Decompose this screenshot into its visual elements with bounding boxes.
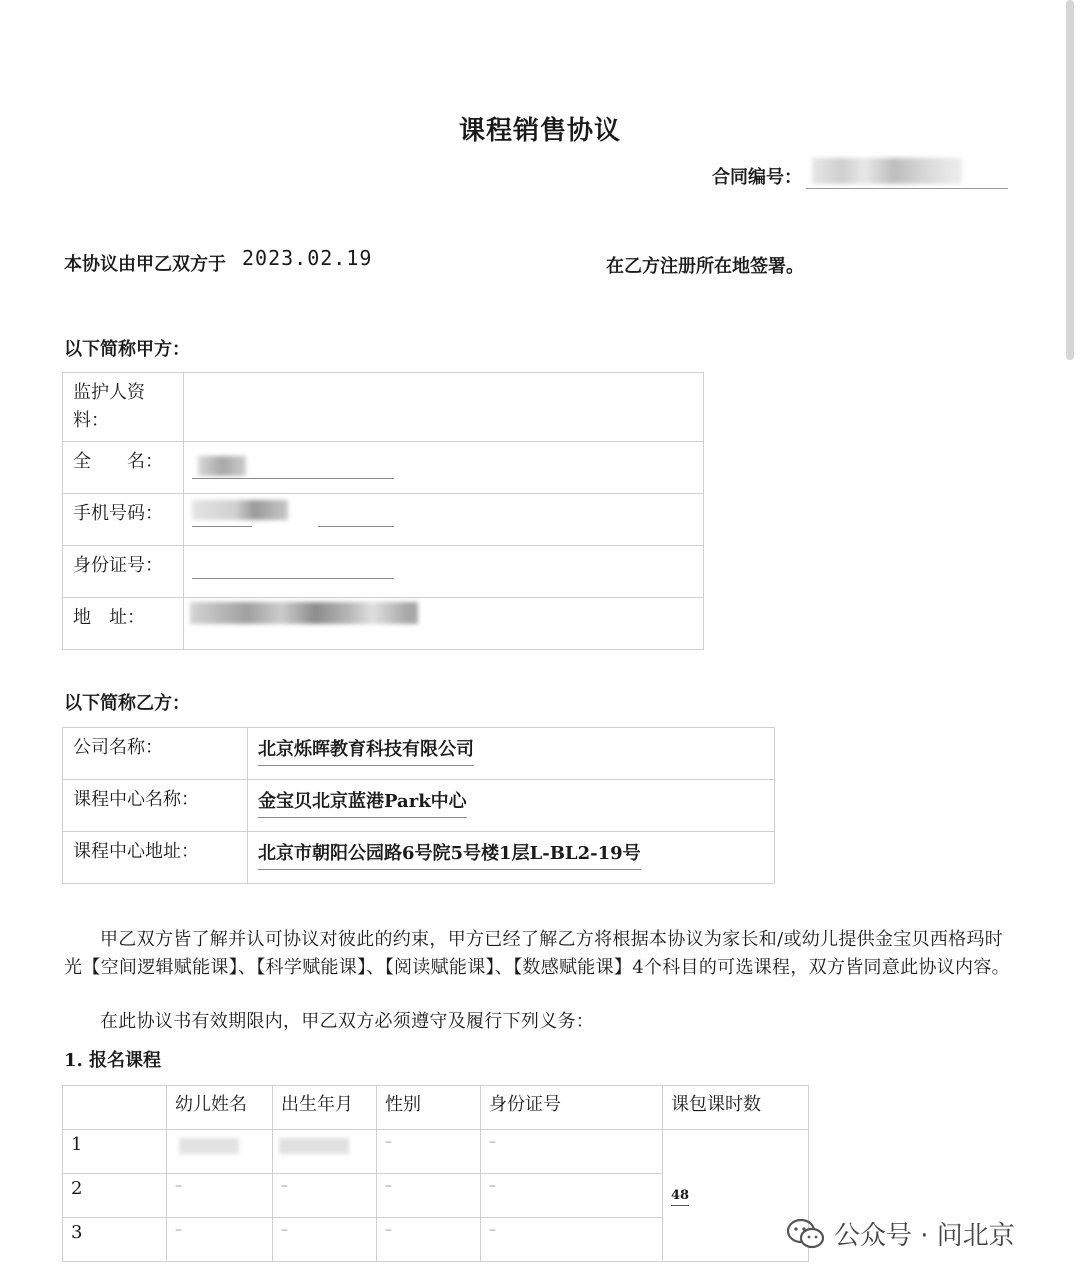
child-name-cell: –	[167, 1218, 273, 1262]
watermark	[786, 1215, 1015, 1252]
guardian-label: 监护人资料：	[73, 382, 145, 431]
id-cell: –	[481, 1218, 663, 1262]
course-table	[62, 1085, 809, 1262]
party-b-heading: 以下简称乙方：	[64, 693, 190, 714]
table-row	[63, 1130, 809, 1174]
header-index	[63, 1086, 167, 1130]
birth-date-cell	[273, 1130, 377, 1174]
birth-date-cell: –	[273, 1218, 377, 1262]
contract-number-underline	[806, 188, 1008, 189]
center-name-value: 金宝贝北京蓝港Park中心	[258, 787, 467, 818]
gender-cell: –	[377, 1130, 481, 1174]
wechat-icon	[786, 1218, 826, 1250]
child-name-cell: –	[167, 1174, 273, 1218]
obligations-paragraph: 在此协议书有效期限内，甲乙双方必须遵守及履行下列义务：	[100, 1011, 595, 1032]
header-gender: 性别	[377, 1086, 481, 1130]
party-b-table	[62, 727, 775, 884]
company-name-label: 公司名称：	[73, 737, 163, 758]
gender-cell: –	[377, 1218, 481, 1262]
gender-cell: –	[377, 1174, 481, 1218]
package-hours-value: 48	[671, 1188, 689, 1206]
fullname-label: 全 名：	[73, 451, 163, 472]
intro-suffix: 在乙方注册所在地签署。	[606, 256, 804, 277]
center-name-label: 课程中心名称：	[73, 789, 199, 810]
row-number: 2	[63, 1174, 167, 1218]
header-child-name: 幼儿姓名	[167, 1086, 273, 1130]
contract-number-label: 合同编号：	[712, 167, 802, 188]
agreement-paragraph: 甲乙双方皆了解并认可协议对彼此的约束，甲方已经了解乙方将根据本协议为家长和/或幼儿提供金宝贝西格玛时光【空间逻辑赋能课】、【科学赋能课】、【阅读赋能课】、【数感赋能课】4个科目的可选课程，双方皆同意此协议内容。	[64, 929, 1010, 978]
header-package-hours: 课包课时数	[663, 1086, 809, 1130]
header-id-number: 身份证号	[481, 1086, 663, 1130]
guardian-value	[184, 373, 704, 442]
id-number-label: 身份证号：	[73, 555, 163, 576]
row-number: 3	[63, 1218, 167, 1262]
header-birth-date: 出生年月	[273, 1086, 377, 1130]
document-title: 课程销售协议	[458, 116, 621, 146]
course-section-heading: 1. 报名课程	[64, 1050, 162, 1071]
center-address-value: 北京市朝阳公园路6号院5号楼1层L-BL2-19号	[258, 839, 641, 870]
id-cell: –	[481, 1174, 663, 1218]
phone-label: 手机号码：	[73, 503, 163, 524]
party-a-table	[62, 372, 704, 650]
address-label: 地 址：	[73, 607, 145, 628]
intro-prefix: 本协议由甲乙双方于	[64, 254, 226, 275]
birth-date-cell: –	[273, 1174, 377, 1218]
scrollbar[interactable]	[1066, 0, 1074, 360]
fullname-value	[184, 442, 704, 494]
sign-date: 2023.02.19	[242, 246, 373, 270]
id-number-value	[184, 546, 704, 598]
child-name-cell	[167, 1130, 273, 1174]
party-a-heading: 以下简称甲方：	[64, 339, 190, 360]
phone-value	[184, 494, 704, 546]
contract-number-redacted	[812, 158, 962, 184]
watermark-text: 公众号 · 问北京	[834, 1221, 1015, 1251]
row-number: 1	[63, 1130, 167, 1174]
center-address-label: 课程中心地址：	[73, 841, 199, 862]
company-name-value: 北京烁晖教育科技有限公司	[258, 735, 474, 766]
id-cell: –	[481, 1130, 663, 1174]
address-value	[184, 598, 704, 650]
